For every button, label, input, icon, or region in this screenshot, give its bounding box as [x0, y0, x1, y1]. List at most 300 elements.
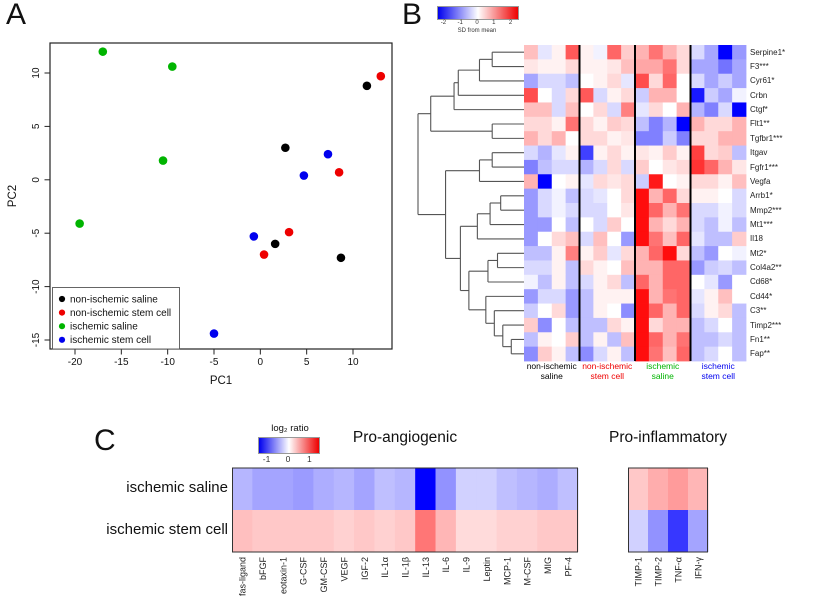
- cytokine-col-label: TNF-α: [673, 557, 684, 583]
- heatmap-cell-b: [704, 304, 718, 319]
- heatmap-cell-b: [677, 304, 691, 319]
- heatmap-cell-b: [593, 74, 607, 89]
- pro-inflammatory-title: Pro-inflammatory: [609, 429, 727, 446]
- heatmap-cell-b: [593, 318, 607, 333]
- heatmap-cell-b: [649, 117, 663, 132]
- heatmap-cell-b: [566, 74, 580, 89]
- heatmap-cell-b: [649, 131, 663, 146]
- heatmap-cell-b: [552, 117, 566, 132]
- heatmap-cell-b: [552, 232, 566, 247]
- scatter-point: [285, 228, 294, 237]
- group-separator: [690, 45, 692, 361]
- heatmap-cell-b: [649, 232, 663, 247]
- heatmap-cell-c: [688, 468, 708, 510]
- x-axis-label: PC1: [209, 375, 233, 387]
- x-tick-label: 0: [257, 357, 264, 368]
- heatmap-cell-b: [552, 174, 566, 189]
- heatmap-cell-b: [732, 59, 746, 74]
- heatmap-cell-b: [649, 59, 663, 74]
- heatmap-cell-b: [593, 260, 607, 275]
- heatmap-cell-b: [580, 189, 594, 204]
- heatmap-cell-b: [580, 131, 594, 146]
- heatmap-cell-b: [524, 318, 538, 333]
- heatmap-cell-b: [524, 102, 538, 117]
- heatmap-cell-b: [663, 146, 677, 161]
- heatmap-cell-b: [593, 45, 607, 60]
- heatmap-cell-b: [593, 160, 607, 175]
- heatmap-cell-c: [334, 468, 355, 510]
- gene-row-label: Fap**: [750, 349, 771, 359]
- heatmap-cell-b: [524, 88, 538, 103]
- heatmap-cell-b: [538, 304, 552, 319]
- heatmap-cell-b: [635, 347, 649, 362]
- scatter-point: [168, 62, 177, 71]
- heatmap-cell-c: [517, 510, 538, 552]
- heatmap-cell-c: [252, 510, 273, 552]
- heatmap-cell-c: [273, 510, 294, 552]
- heatmap-cell-b: [635, 117, 649, 132]
- heatmap-cell-b: [677, 332, 691, 347]
- heatmap-cell-b: [691, 246, 705, 261]
- heatmap-group-label: [691, 362, 747, 381]
- cytokine-col-label: Leptin: [481, 557, 492, 582]
- heatmap-cell-b: [663, 203, 677, 218]
- legend-swatch: [59, 337, 65, 343]
- heatmap-cell-b: [718, 347, 732, 362]
- log2-colorbar-tick: 0: [285, 454, 291, 464]
- heatmap-cell-b: [607, 189, 621, 204]
- heatmap-cell-b: [649, 45, 663, 60]
- plot-legend: [53, 288, 180, 350]
- heatmap-cell-b: [524, 189, 538, 204]
- scatter-point: [271, 240, 280, 249]
- heatmap-cell-c: [252, 468, 273, 510]
- heatmap-cell-b: [566, 88, 580, 103]
- heatmap-cell-b: [524, 146, 538, 161]
- heatmap-cell-b: [607, 117, 621, 132]
- heatmap-cell-b: [607, 260, 621, 275]
- heatmap-cell-b: [649, 289, 663, 304]
- heatmap-cell-b: [691, 189, 705, 204]
- gene-row-label: Fgfr1***: [750, 162, 779, 172]
- heatmap-cell-b: [538, 74, 552, 89]
- scatter-point: [210, 329, 219, 338]
- heatmap-cell-b: [552, 102, 566, 117]
- gene-row-label: Mt2*: [750, 248, 767, 258]
- heatmap-cell-b: [635, 59, 649, 74]
- heatmap-cell-b: [580, 275, 594, 290]
- heatmap-cell-b: [538, 160, 552, 175]
- cytokine-col-label: IL-1β: [400, 557, 411, 578]
- heatmap-cell-b: [663, 260, 677, 275]
- heatmap-cell-b: [677, 246, 691, 261]
- heatmap-cell-b: [524, 332, 538, 347]
- group-label-line: stem cell: [701, 370, 736, 381]
- heatmap-cell-b: [704, 59, 718, 74]
- heatmap-cell-b: [635, 131, 649, 146]
- heatmap-cell-b: [635, 45, 649, 60]
- heatmap-cell-b: [524, 275, 538, 290]
- heatmap-cell-b: [663, 74, 677, 89]
- heatmap-cell-b: [593, 174, 607, 189]
- heatmap-group-label: [580, 362, 636, 381]
- heatmap-cell-b: [691, 88, 705, 103]
- heatmap-cell-b: [677, 347, 691, 362]
- heatmap-cell-b: [732, 74, 746, 89]
- heatmap-cell-b: [593, 332, 607, 347]
- heatmap-cell-b: [524, 59, 538, 74]
- heatmap-cell-b: [718, 304, 732, 319]
- heatmap-cell-b: [732, 275, 746, 290]
- heatmap-cell-b: [704, 174, 718, 189]
- heatmap-cell-b: [691, 260, 705, 275]
- heatmap-cell-b: [718, 232, 732, 247]
- heatmap-cell-b: [607, 102, 621, 117]
- heatmap-cell-b: [538, 59, 552, 74]
- heatmap-cell-b: [538, 232, 552, 247]
- heatmap-cell-b: [566, 102, 580, 117]
- heatmap-cell-b: [524, 217, 538, 232]
- heatmap-cell-b: [607, 332, 621, 347]
- heatmap-cell-b: [649, 275, 663, 290]
- heatmap-group-labels: [524, 362, 746, 381]
- heatmap-cell-b: [580, 74, 594, 89]
- heatmap-cell-b: [552, 59, 566, 74]
- heatmap-cell-b: [552, 318, 566, 333]
- heatmap-cell-c: [313, 510, 334, 552]
- heatmap-cell-b: [691, 160, 705, 175]
- heatmap-cell-b: [552, 203, 566, 218]
- heatmap-cell-b: [552, 304, 566, 319]
- heatmap-cell-b: [691, 146, 705, 161]
- heatmap-cell-b: [718, 332, 732, 347]
- heatmap-cell-b: [691, 304, 705, 319]
- heatmap-cell-c: [436, 468, 457, 510]
- heatmap-group-label: [524, 362, 580, 381]
- heatmap-cell-b: [524, 246, 538, 261]
- legend-swatch: [59, 323, 65, 329]
- gene-row-label: Mt1***: [750, 219, 773, 229]
- heatmap-cell-b: [580, 45, 594, 60]
- heatmap-cell-b: [691, 131, 705, 146]
- heatmap-cell-b: [732, 203, 746, 218]
- cytokine-col-label: IL-6: [441, 557, 452, 573]
- gene-row-label: Crbn: [750, 90, 768, 100]
- heatmap-cell-b: [663, 275, 677, 290]
- log2-colorbar-tick: 1: [307, 454, 312, 464]
- heatmap-cell-b: [677, 59, 691, 74]
- heatmap-cell-b: [566, 232, 580, 247]
- heatmap-cell-b: [538, 260, 552, 275]
- gene-row-label: Itgav: [750, 148, 768, 158]
- heatmap-cell-b: [649, 88, 663, 103]
- panel-b-label: B: [402, 0, 423, 31]
- heatmap-cell-b: [704, 189, 718, 204]
- heatmap-cell-b: [607, 160, 621, 175]
- heatmap-cell-b: [621, 232, 635, 247]
- gene-row-label: Ctgf*: [750, 105, 768, 115]
- heatmap-cell-b: [580, 289, 594, 304]
- heatmap-cell-b: [635, 260, 649, 275]
- heatmap-cell-b: [552, 45, 566, 60]
- gene-row-label: F3***: [750, 62, 769, 72]
- heatmap-cell-b: [607, 318, 621, 333]
- heatmap-cell-b: [691, 318, 705, 333]
- heatmap-cell-b: [593, 347, 607, 362]
- heatmap-cell-b: [649, 304, 663, 319]
- heatmap-cell-c: [648, 468, 668, 510]
- heatmap-cell-b: [663, 318, 677, 333]
- gene-row-label: Tgfbr1***: [750, 133, 783, 143]
- heatmap-cell-b: [635, 102, 649, 117]
- heatmap-cell-b: [691, 174, 705, 189]
- heatmap-cell-b: [566, 217, 580, 232]
- heatmap-cell-b: [663, 189, 677, 204]
- heatmap-cell-b: [718, 88, 732, 103]
- group-label-line: non-ischemic: [526, 361, 577, 371]
- heatmap-cell-b: [718, 45, 732, 60]
- heatmap-cell-b: [552, 217, 566, 232]
- scatter-point: [377, 72, 386, 81]
- heatmap-cell-b: [677, 217, 691, 232]
- heatmap-cell-b: [552, 146, 566, 161]
- heatmap-cell-b: [538, 289, 552, 304]
- heatmap-cell-b: [663, 59, 677, 74]
- cytokine-col-label: GM-CSF: [319, 557, 330, 593]
- heatmap-cell-b: [663, 102, 677, 117]
- colorbar-tick: -1: [457, 20, 463, 26]
- heatmap-cell-b: [552, 160, 566, 175]
- y-tick-label: -5: [31, 228, 42, 238]
- heatmap-cell-b: [691, 289, 705, 304]
- heatmap-cell-b: [635, 318, 649, 333]
- heatmap-cell-b: [691, 117, 705, 132]
- colorbar-tick: 1: [492, 20, 496, 26]
- heatmap-cell-c: [232, 468, 253, 510]
- heatmap-cell-b: [538, 189, 552, 204]
- heatmap-cell-b: [704, 275, 718, 290]
- legend-swatch: [59, 296, 65, 302]
- heatmap-cell-b: [649, 174, 663, 189]
- gene-row-label: C3**: [750, 306, 767, 316]
- heatmap-cell-b: [538, 347, 552, 362]
- heatmap-cell-b: [538, 217, 552, 232]
- scatter-point: [260, 250, 269, 259]
- heatmap-cell-b: [732, 160, 746, 175]
- heatmap-cell-b: [677, 160, 691, 175]
- heatmap-cell-b: [691, 217, 705, 232]
- heatmap-cell-b: [593, 88, 607, 103]
- gene-heatmap: [524, 45, 746, 361]
- heatmap-cell-b: [580, 117, 594, 132]
- scatter-point: [159, 156, 168, 165]
- heatmap-cell-c: [415, 510, 436, 552]
- scatter-point: [281, 143, 290, 152]
- heatmap-cell-c: [456, 510, 477, 552]
- heatmap-cell-b: [552, 260, 566, 275]
- log2-colorbar-tick: -1: [262, 454, 271, 464]
- panel-c-label: C: [94, 424, 116, 457]
- x-tick-label: -5: [209, 357, 219, 368]
- y-tick-label: 5: [31, 123, 42, 130]
- heatmap-cell-b: [704, 246, 718, 261]
- heatmap-cell-b: [552, 189, 566, 204]
- heatmap-cell-b: [552, 332, 566, 347]
- heatmap-cell-b: [691, 203, 705, 218]
- gene-row-label: Fn1**: [750, 334, 771, 344]
- heatmap-cell-b: [593, 289, 607, 304]
- heatmap-cell-b: [649, 189, 663, 204]
- heatmap-cell-b: [649, 102, 663, 117]
- heatmap-cell-c: [558, 468, 579, 510]
- heatmap-cell-b: [635, 189, 649, 204]
- heatmap-cell-b: [704, 347, 718, 362]
- heatmap-cell-b: [677, 88, 691, 103]
- cytokine-col-label: M-CSF: [522, 557, 533, 586]
- heatmap-cell-b: [677, 260, 691, 275]
- heatmap-cell-b: [677, 318, 691, 333]
- scatter-point: [337, 253, 346, 262]
- heatmap-cell-b: [607, 232, 621, 247]
- heatmap-cell-b: [580, 59, 594, 74]
- heatmap-cell-b: [621, 88, 635, 103]
- heatmap-cell-b: [704, 217, 718, 232]
- heatmap-cell-b: [538, 131, 552, 146]
- heatmap-cell-b: [704, 117, 718, 132]
- y-tick-label: 10: [31, 67, 42, 79]
- colorbar-tick: 0: [475, 20, 479, 26]
- log2-ratio-legend-title: log₂ ratio: [271, 423, 309, 434]
- heatmap-cell-b: [538, 246, 552, 261]
- heatmap-cell-c: [273, 468, 294, 510]
- heatmap-cell-b: [580, 318, 594, 333]
- heatmap-cell-b: [607, 45, 621, 60]
- x-tick-label: 10: [347, 357, 359, 368]
- heatmap-cell-b: [580, 88, 594, 103]
- x-tick-label: 5: [303, 357, 310, 368]
- heatmap-cell-b: [621, 347, 635, 362]
- heatmap-cell-b: [649, 203, 663, 218]
- heatmap-cell-b: [566, 246, 580, 261]
- heatmap-cell-b: [732, 232, 746, 247]
- heatmap-cell-b: [621, 146, 635, 161]
- heatmap-cell-b: [552, 289, 566, 304]
- heatmap-cell-b: [704, 332, 718, 347]
- heatmap-cell-b: [732, 102, 746, 117]
- heatmap-cell-b: [732, 45, 746, 60]
- heatmap-cell-b: [566, 174, 580, 189]
- heatmap-cell-b: [593, 203, 607, 218]
- heatmap-cell-b: [621, 102, 635, 117]
- heatmap-cell-b: [593, 59, 607, 74]
- scatter-point: [324, 150, 333, 159]
- heatmap-cell-b: [677, 174, 691, 189]
- heatmap-cell-b: [732, 332, 746, 347]
- heatmap-cell-b: [566, 203, 580, 218]
- heatmap-cell-b: [635, 74, 649, 89]
- gene-row-label: Cd44*: [750, 291, 773, 301]
- heatmap-cell-b: [524, 74, 538, 89]
- heatmap-cell-b: [677, 289, 691, 304]
- heatmap-cell-c: [476, 468, 497, 510]
- heatmap-cell-b: [649, 246, 663, 261]
- heatmap-cell-b: [538, 88, 552, 103]
- heatmap-cell-b: [566, 318, 580, 333]
- heatmap-cell-b: [691, 347, 705, 362]
- heatmap-cell-b: [566, 131, 580, 146]
- heatmap-cell-b: [732, 217, 746, 232]
- heatmap-cell-b: [732, 88, 746, 103]
- heatmap-cell-c: [628, 468, 648, 510]
- heatmap-cell-c: [497, 510, 518, 552]
- row-label-ischemic-saline: ischemic saline: [126, 479, 228, 496]
- heatmap-cell-b: [580, 203, 594, 218]
- heatmap-cell-b: [621, 131, 635, 146]
- log2-colorbar-tick-labels: [258, 454, 318, 463]
- heatmap-cell-c: [648, 510, 668, 552]
- gene-row-label: Arrb1*: [750, 191, 773, 201]
- heatmap-cell-b: [580, 102, 594, 117]
- heatmap-cell-b: [524, 232, 538, 247]
- heatmap-cell-b: [593, 102, 607, 117]
- heatmap-cell-b: [621, 59, 635, 74]
- heatmap-cell-b: [635, 289, 649, 304]
- heatmap-cell-b: [704, 74, 718, 89]
- heatmap-cell-b: [621, 117, 635, 132]
- cytokine-col-label: G-CSF: [298, 557, 309, 585]
- colorbar-tick: 2: [508, 20, 513, 26]
- heatmap-cell-b: [552, 246, 566, 261]
- heatmap-cell-b: [566, 59, 580, 74]
- heatmap-cell-b: [524, 45, 538, 60]
- heatmap-cell-b: [538, 45, 552, 60]
- heatmap-cell-c: [497, 468, 518, 510]
- heatmap-cell-b: [704, 102, 718, 117]
- heatmap-cell-b: [593, 189, 607, 204]
- heatmap-cell-b: [718, 146, 732, 161]
- heatmap-cell-b: [732, 131, 746, 146]
- heatmap-cell-b: [718, 260, 732, 275]
- heatmap-cell-b: [566, 275, 580, 290]
- heatmap-cell-b: [524, 160, 538, 175]
- heatmap-cell-b: [607, 289, 621, 304]
- heatmap-cell-b: [635, 304, 649, 319]
- heatmap-cell-b: [732, 246, 746, 261]
- heatmap-cell-c: [334, 510, 355, 552]
- heatmap-cell-b: [718, 203, 732, 218]
- heatmap-cell-b: [663, 160, 677, 175]
- heatmap-cell-b: [677, 146, 691, 161]
- heatmap-cell-b: [677, 74, 691, 89]
- group-label-line: saline: [651, 370, 674, 381]
- heatmap-cell-b: [621, 74, 635, 89]
- heatmap-cell-c: [293, 510, 314, 552]
- heatmap-cell-b: [732, 304, 746, 319]
- heatmap-cell-b: [538, 318, 552, 333]
- cytokine-col-label: MIG: [542, 557, 553, 574]
- heatmap-cell-b: [691, 59, 705, 74]
- heatmap-cell-c: [688, 510, 708, 552]
- heatmap-cell-c: [293, 468, 314, 510]
- cytokine-col-label: IL-13: [420, 557, 431, 578]
- heatmap-cell-c: [354, 468, 375, 510]
- heatmap-cell-b: [552, 74, 566, 89]
- heatmap-cell-b: [524, 304, 538, 319]
- heatmap-cell-b: [607, 59, 621, 74]
- heatmap-cell-b: [677, 45, 691, 60]
- cytokine-col-label: MCP-1: [502, 557, 513, 586]
- gene-row-labels: [750, 45, 822, 361]
